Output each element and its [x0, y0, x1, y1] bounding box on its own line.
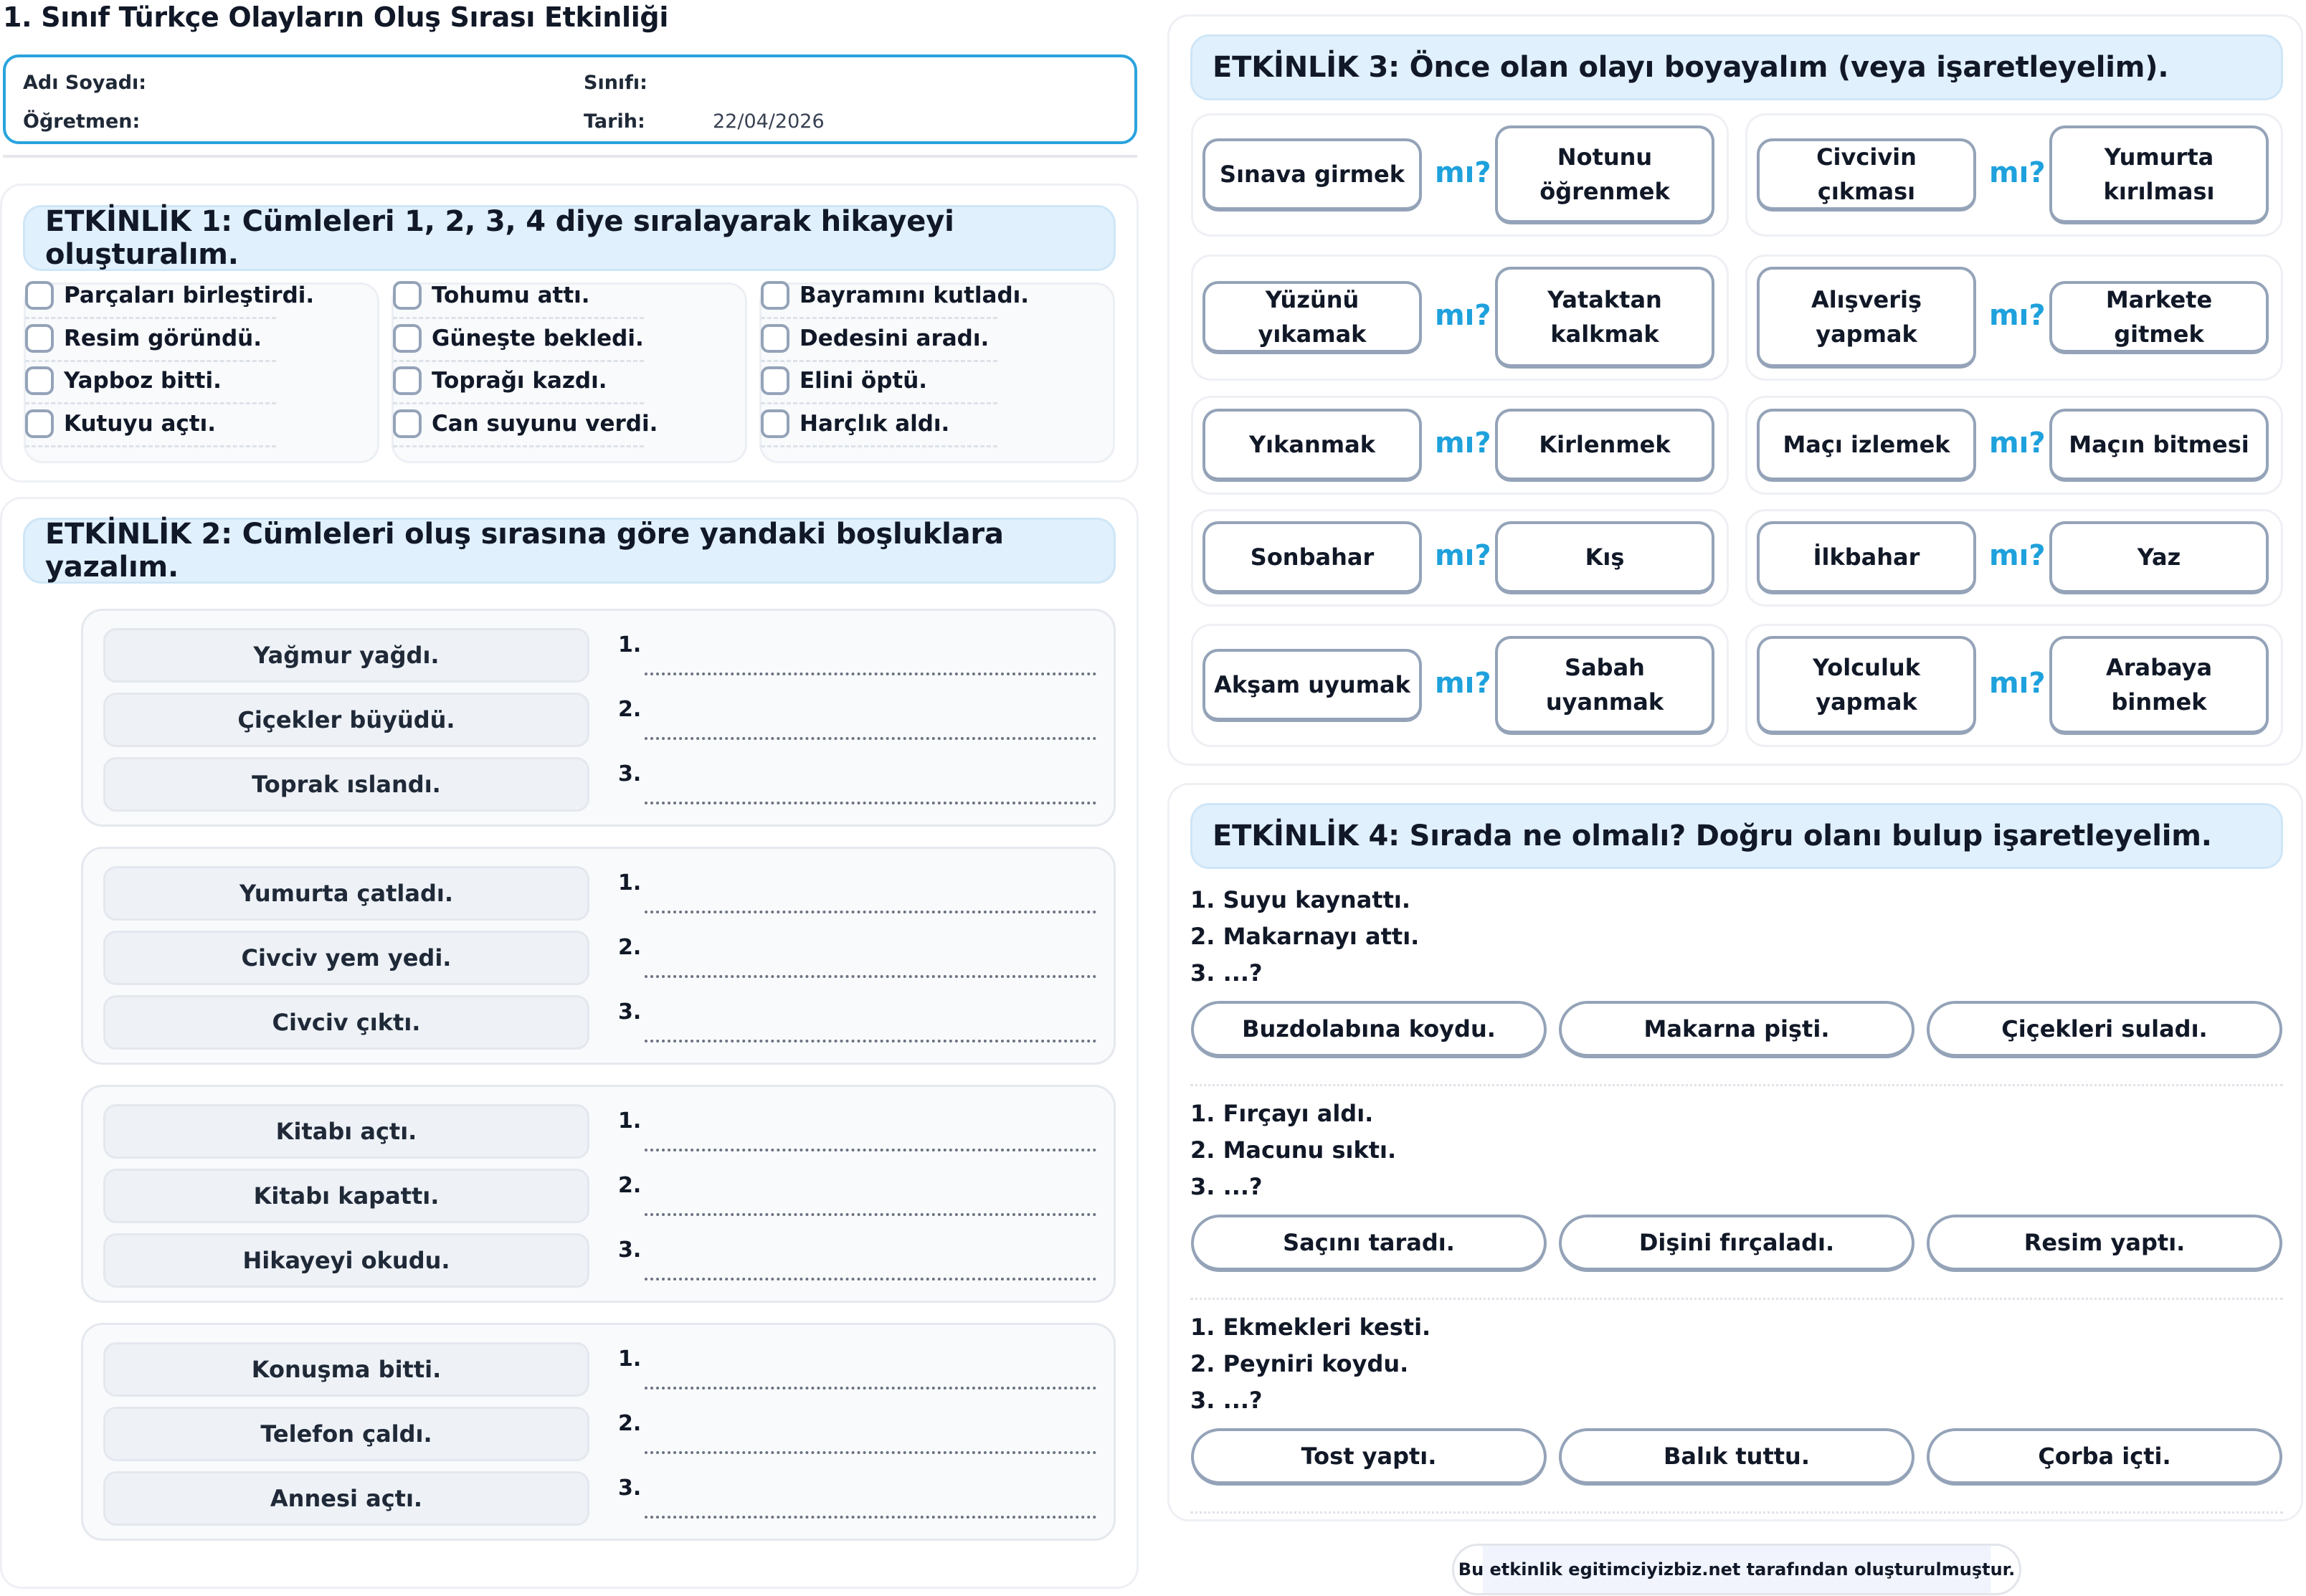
checkbox[interactable] — [761, 324, 789, 353]
answer-option[interactable]: Çorba içti. — [1927, 1428, 2282, 1486]
question-line: 1. Ekmekleri kesti. — [1190, 1314, 1431, 1341]
option-first[interactable]: Yıkanmak — [1202, 409, 1422, 482]
connector-mi: mı? — [1989, 299, 2046, 332]
option-first[interactable]: Maçı izlemek — [1757, 409, 1976, 482]
sentence-card: Kitabı kapattı. — [103, 1169, 589, 1223]
checkbox[interactable] — [761, 409, 789, 438]
activity2-group — [81, 1085, 1116, 1303]
checkbox[interactable] — [761, 366, 789, 395]
connector-mi: mı? — [1989, 539, 2046, 572]
question-divider — [1190, 1511, 2283, 1514]
item-divider — [393, 402, 644, 404]
checkbox[interactable] — [25, 366, 54, 395]
answer-option[interactable]: Balık tuttu. — [1559, 1428, 1914, 1486]
activity1-item-label: Toprağı kazdı. — [432, 368, 607, 394]
answer-blank[interactable] — [645, 802, 1096, 804]
connector-mi: mı? — [1435, 539, 1491, 572]
answer-blank[interactable] — [645, 975, 1096, 978]
question-line: 3. ...? — [1190, 1173, 1263, 1200]
date-value: 22/04/2026 — [713, 110, 825, 133]
answer-blank[interactable] — [645, 1149, 1096, 1151]
checkbox[interactable] — [393, 324, 422, 353]
sentence-card: Civciv yem yedi. — [103, 931, 589, 985]
checkbox[interactable] — [25, 281, 54, 310]
answer-blank[interactable] — [645, 911, 1096, 913]
answer-blank[interactable] — [645, 1516, 1096, 1519]
option-second[interactable]: Markete gitmek — [2049, 281, 2269, 354]
item-divider — [761, 445, 997, 447]
option-second[interactable]: Yaz — [2049, 521, 2269, 594]
option-first[interactable]: Alışveriş yapmak — [1757, 267, 1976, 369]
activity3-title: ETKİNLİK 3: Önce olan olayı boyayalım (veya işaretleyelim). — [1190, 34, 2283, 100]
checkbox[interactable] — [393, 409, 422, 438]
sentence-card: Kitabı açtı. — [103, 1104, 589, 1159]
activity4-title: ETKİNLİK 4: Sırada ne olmalı? Doğru olanı bulup işaretleyelim. — [1190, 803, 2283, 869]
activity2-group — [81, 1323, 1116, 1541]
activity1-title: ETKİNLİK 1: Cümleleri 1, 2, 3, 4 diye sıralayarak hikayeyi oluşturalım. — [23, 205, 1116, 271]
activity1-item-label: Tohumu attı. — [432, 282, 590, 308]
order-number: 1. — [618, 870, 642, 896]
item-divider — [393, 445, 644, 447]
divider — [3, 155, 1137, 158]
activity1-item[interactable] — [761, 324, 989, 353]
order-number: 1. — [618, 1108, 642, 1134]
order-number: 1. — [618, 632, 642, 657]
activity1-item[interactable] — [761, 366, 927, 395]
answer-blank[interactable] — [645, 673, 1096, 675]
sentence-card: Konuşma bitti. — [103, 1342, 589, 1397]
checkbox[interactable] — [761, 281, 789, 310]
option-second[interactable]: Kış — [1495, 521, 1714, 594]
sentence-card: Telefon çaldı. — [103, 1407, 589, 1461]
question-line: 3. ...? — [1190, 959, 1263, 987]
activity1-item[interactable] — [25, 324, 262, 353]
answer-blank[interactable] — [645, 1278, 1096, 1281]
option-second[interactable]: Yataktan kalkmak — [1495, 267, 1714, 369]
answer-blank[interactable] — [645, 1040, 1096, 1042]
activity1-item-label: Güneşte bekledi. — [432, 326, 644, 351]
option-first[interactable]: İlkbahar — [1757, 521, 1976, 594]
footer-credit: Bu etkinlik egitimciyizbiz.net tarafından oluşturulmuştur. — [1452, 1544, 2021, 1595]
checkbox[interactable] — [393, 281, 422, 310]
item-divider — [25, 445, 276, 447]
answer-option[interactable]: Dişini fırçaladı. — [1559, 1215, 1914, 1272]
question-divider — [1190, 1084, 2283, 1086]
activity1-item-label: Resim göründü. — [64, 326, 262, 351]
answer-option[interactable]: Resim yaptı. — [1927, 1215, 2282, 1272]
class-label: Sınıfı: — [584, 72, 647, 94]
option-second[interactable]: Notunu öğrenmek — [1495, 125, 1714, 224]
item-divider — [25, 402, 276, 404]
page-title: 1. Sınıf Türkçe Olayların Oluş Sırası Etkinliği — [3, 1, 669, 33]
answer-blank[interactable] — [645, 1387, 1096, 1390]
item-divider — [761, 360, 997, 362]
sentence-card: Yumurta çatladı. — [103, 866, 589, 921]
activity1-item[interactable] — [393, 409, 658, 438]
answer-option[interactable]: Tost yaptı. — [1191, 1428, 1547, 1486]
checkbox[interactable] — [25, 409, 54, 438]
answer-option[interactable]: Çiçekleri suladı. — [1927, 1001, 2282, 1058]
activity1-item-label: Elini öptü. — [799, 368, 928, 394]
activity1-item[interactable] — [25, 409, 216, 438]
checkbox[interactable] — [393, 366, 422, 395]
order-number: 3. — [618, 999, 642, 1025]
connector-mi: mı? — [1435, 667, 1491, 700]
option-first[interactable]: Yüzünü yıkamak — [1202, 281, 1422, 354]
sentence-card: Toprak ıslandı. — [103, 757, 589, 812]
question-divider — [1190, 1298, 2283, 1300]
option-second[interactable]: Kirlenmek — [1495, 409, 1714, 482]
connector-mi: mı? — [1989, 667, 2046, 700]
item-divider — [25, 317, 276, 319]
option-second[interactable]: Yumurta kırılması — [2049, 125, 2269, 224]
option-second[interactable]: Sabah uyanmak — [1495, 636, 1714, 735]
order-number: 2. — [618, 1173, 642, 1198]
connector-mi: mı? — [1435, 156, 1491, 189]
activity1-item[interactable] — [761, 281, 1029, 310]
option-first[interactable]: Akşam uyumak — [1202, 649, 1422, 722]
item-divider — [761, 317, 997, 319]
activity1-item[interactable] — [393, 324, 644, 353]
connector-mi: mı? — [1435, 299, 1491, 332]
question-line: 1. Fırçayı aldı. — [1190, 1100, 1374, 1127]
activity1-item[interactable] — [393, 366, 607, 395]
question-line: 2. Makarnayı attı. — [1190, 923, 1420, 950]
date-label: Tarih: — [584, 110, 645, 133]
option-first[interactable]: Sonbahar — [1202, 521, 1422, 594]
answer-option[interactable]: Makarna pişti. — [1559, 1001, 1914, 1058]
item-divider — [761, 402, 997, 404]
checkbox[interactable] — [25, 324, 54, 353]
teacher-label: Öğretmen: — [23, 110, 141, 133]
activity1-item-label: Yapboz bitti. — [64, 368, 222, 394]
answer-blank[interactable] — [645, 737, 1096, 740]
connector-mi: mı? — [1989, 156, 2046, 189]
option-second[interactable]: Arabaya binmek — [2049, 636, 2269, 735]
activity1-item-label: Bayramını kutladı. — [799, 282, 1030, 308]
activity1-item-label: Can suyunu verdi. — [432, 411, 658, 437]
option-first[interactable]: Yolculuk yapmak — [1757, 636, 1976, 735]
order-number: 2. — [618, 1411, 642, 1436]
activity2-title: ETKİNLİK 2: Cümleleri oluş sırasına göre yandaki boşluklara yazalım. — [23, 518, 1116, 584]
answer-blank[interactable] — [645, 1213, 1096, 1216]
order-number: 3. — [618, 1476, 642, 1501]
activity1-item-label: Dedesini aradı. — [799, 326, 990, 351]
sentence-card: Yağmur yağdı. — [103, 628, 589, 683]
order-number: 1. — [618, 1346, 642, 1372]
order-number: 2. — [618, 697, 642, 722]
activity1-item[interactable] — [761, 409, 949, 438]
question-line: 2. Macunu sıktı. — [1190, 1136, 1397, 1164]
sentence-card: Hikayeyi okudu. — [103, 1233, 589, 1288]
answer-option[interactable]: Buzdolabına koydu. — [1191, 1001, 1547, 1058]
activity1-item[interactable] — [25, 366, 222, 395]
item-divider — [25, 360, 276, 362]
activity1-item[interactable] — [393, 281, 590, 310]
connector-mi: mı? — [1989, 427, 2046, 460]
activity1-item-label: Kutuyu açtı. — [64, 411, 217, 437]
item-divider — [393, 317, 644, 319]
option-second[interactable]: Maçın bitmesi — [2049, 409, 2269, 482]
order-number: 2. — [618, 935, 642, 960]
question-line: 1. Suyu kaynattı. — [1190, 886, 1411, 913]
item-divider — [393, 360, 644, 362]
student-info-box — [3, 54, 1137, 144]
question-line: 2. Peyniri koydu. — [1190, 1350, 1409, 1377]
activity1-item[interactable] — [25, 281, 314, 310]
name-label: Adı Soyadı: — [23, 72, 147, 94]
activity1-item-label: Harçlık aldı. — [799, 411, 950, 437]
order-number: 3. — [618, 761, 642, 787]
order-number: 3. — [618, 1238, 642, 1263]
answer-option[interactable]: Saçını taradı. — [1191, 1215, 1547, 1272]
sentence-card: Çiçekler büyüdü. — [103, 693, 589, 747]
sentence-card: Civciv çıktı. — [103, 995, 589, 1050]
option-first[interactable]: Sınava girmek — [1202, 138, 1422, 212]
activity2-group — [81, 609, 1116, 827]
activity1-item-label: Parçaları birleştirdi. — [64, 282, 315, 308]
connector-mi: mı? — [1435, 427, 1491, 460]
activity2-group — [81, 847, 1116, 1065]
sentence-card: Annesi açtı. — [103, 1471, 589, 1526]
question-line: 3. ...? — [1190, 1387, 1263, 1414]
option-first[interactable]: Civcivin çıkması — [1757, 138, 1976, 212]
answer-blank[interactable] — [645, 1451, 1096, 1454]
